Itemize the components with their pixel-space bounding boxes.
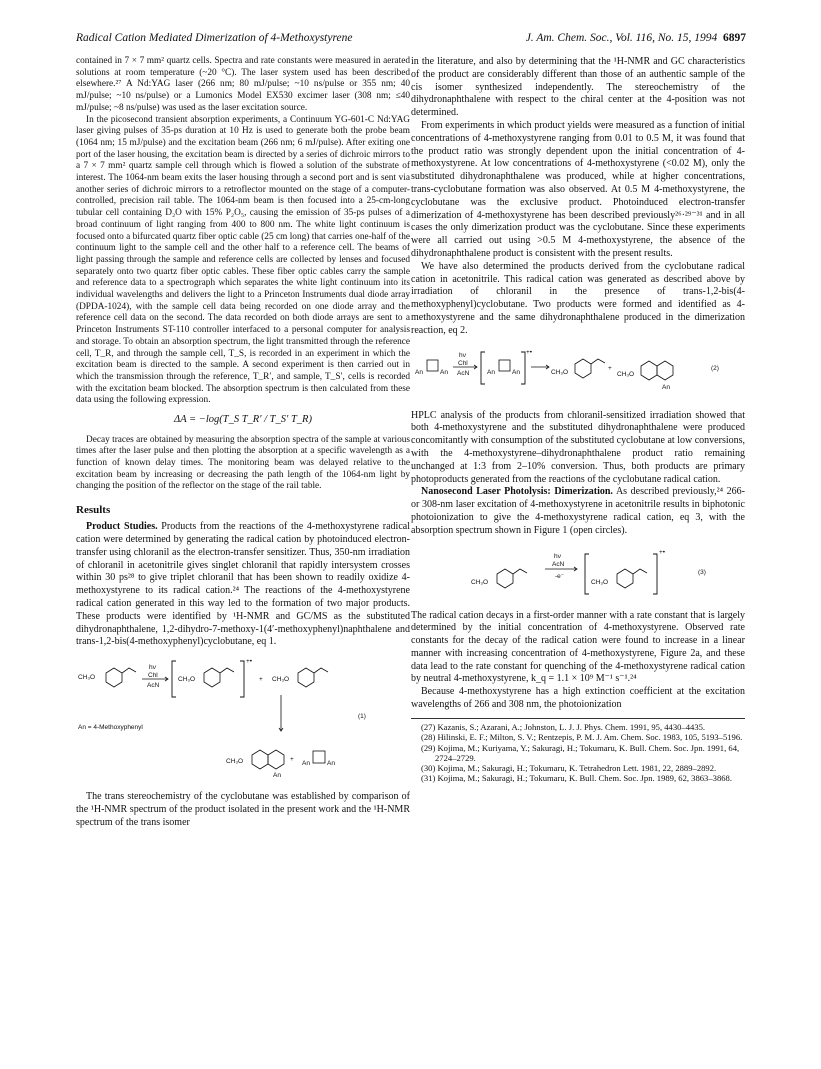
vinyl-bond bbox=[314, 668, 328, 673]
equation-number: (3) bbox=[698, 568, 706, 576]
an-definition: An = 4-Methoxyphenyl bbox=[78, 724, 143, 732]
paragraph bbox=[411, 486, 745, 537]
an-label: An bbox=[662, 383, 670, 391]
scheme-2-drawing bbox=[411, 344, 745, 404]
benzene-ring bbox=[497, 569, 513, 588]
an-label: An bbox=[512, 368, 520, 376]
naphthalene-ring-a bbox=[252, 750, 268, 769]
benzene-ring bbox=[575, 359, 591, 378]
chl-label: Chl bbox=[458, 359, 468, 367]
bracket-right bbox=[653, 554, 657, 594]
benzene-ring bbox=[106, 668, 122, 687]
electron-loss: -e⁻ bbox=[555, 572, 565, 580]
reaction-scheme-2 bbox=[411, 344, 745, 404]
ch3o-label: CH₃O bbox=[78, 674, 96, 682]
bracket-right bbox=[521, 352, 525, 384]
bracket-right bbox=[240, 661, 244, 697]
reference-item: (27) Kazanis, S.; Azarani, A.; Johnston, L. J. J. Phys. Chem. 1991, 95, 4430–4435. bbox=[421, 721, 706, 732]
ch3o-label: CH₃O bbox=[471, 578, 489, 586]
reaction-scheme-3 bbox=[411, 544, 745, 604]
section-heading: Results bbox=[76, 504, 111, 517]
plus-sign: + bbox=[259, 676, 263, 684]
radical-cation-charge: +• bbox=[526, 348, 533, 356]
page-number: 6897 bbox=[723, 32, 746, 44]
equation: ΔA = −log(T_S T_R′ / T_S′ T_R) bbox=[174, 414, 312, 426]
ch3o-label: CH₃O bbox=[226, 758, 244, 766]
acn-label: AcN bbox=[552, 560, 565, 568]
vinyl-bond bbox=[122, 668, 136, 673]
left-column bbox=[76, 56, 410, 829]
naphthalene-ring-a bbox=[641, 361, 657, 380]
naphthalene-ring-b bbox=[268, 750, 284, 769]
journal-volume: Vol. 116, No. 15, 1994 bbox=[615, 32, 718, 44]
acn-label: AcN bbox=[147, 682, 160, 690]
ch3o-label: CH₃O bbox=[178, 676, 196, 684]
chl-label: Chl bbox=[148, 672, 158, 680]
an-label: An bbox=[440, 368, 448, 376]
paragraph-text: Products from the reactions of the 4-methoxystyrene radical cation were determined by generating the radical cation by photoinduced electron-transfer using chloranil as the electron-transfer sensitizer. Thus, 350-nm irradiation of chloranil in acetonitrile gives singlet chloranil that rapidly intersystem crosses within 30 ps²⁸ to give triplet chloranil that has been shown to readily oxidize 4-methoxystyrene to its radical cation.²⁴ The reactions of the 4-methoxystyrene radical cation generated in this way led to the formation of two major products. These products were identified by ¹H-NMR and GC/MS as the substituted dihydronaphthalene, 1,2-dihydro-7-methoxy-1(4′-methoxyphenyl)naphthalene and trans-1,2-bis(4-methoxyphenyl)cyclobutane, eq 1. bbox=[76, 521, 410, 648]
paragraph: In the picosecond transient absorption experiments, a Continuum YG-601-C Nd:YAG laser giving pulses of 35-ps duration at 10 Hz is used to generate both the probe beam (1064 nm; 15 mJ/pulse) and the excitation beam (266 nm; 6 mJ/pulse). After exiting one port of the laser housing, the excitation beam is directed by a series of dichroic mirrors to a 7 × 7 mm² quartz sample cell through which is flowed a solution of the substrate of interest. The 1064-nm beam exits the laser housing through a second port and is sent via another series of dichroic mirrors to a retroflector mounted on the stage of a computer-controlled, precision rail table. The 1064-nm beam is then focused into a 25-cm-long tubular cell containing D₂O with 15% P₂O₅, causing the emission of 35-ps pulses of a broad continuum of light ranging from 400 to 800 nm. The white light continuum is focused onto a bifurcated quartz fiber optic cable (25 cm long) that carries one-half of the continuum light to the sample cell and the other half to a reference cell. The beams of light passing through the sample and reference cells are collected by lenses and focused separately onto two quartz fiber optic cables. These fiber optic cables carry the sample and reference data to a spectrograph which separates the white light continuum into its individual wavelengths and delivers the light to a Princeton Instruments dual diode array (DPDA-1024), with the sample cell data being recorded on one diode array and the reference cell data on the second. The data recorded on both diode arrays are sent to a Princeton Instruments ST-110 controller interfaced to a personal computer for analysis and storage. To obtain an absorption spectrum, the light transmitted through the reference cell, T_R, and through the sample cell, T_S, is recorded in an experiment in which the excitation beam is directed to the sample. A second experiment is then carried out in which the transmission through the reference, T_R′, and sample, T_S′, cells is recorded with the excitation beam blocked. The absorption spectrum is then calculated from these data using the following expression. bbox=[76, 114, 410, 406]
benzene-ring bbox=[298, 668, 314, 687]
paragraph: The trans stereochemistry of the cyclobutane was established by comparison of the ¹H-NMR spectrum of the product isolated in the present work and the ¹H-NMR spectrum of the trans isomer bbox=[76, 791, 410, 828]
radical-cation-charge: +• bbox=[659, 548, 666, 556]
reference-item: (29) Kojima, M.; Kuriyama, Y.; Sakuragi, H.; Tokumaru, K. Bull. Chem. Soc. Jpn. 1991, 64, 2724–2729. bbox=[421, 742, 740, 763]
an-label: An bbox=[273, 772, 281, 780]
reference-item: (31) Kojima, M.; Sakuragi, H.; Tokumaru, K. Bull. Chem. Soc. Jpn. 1989, 62, 3863–3868. bbox=[421, 773, 732, 784]
hv-label: hν bbox=[459, 351, 466, 359]
running-title: Radical Cation Mediated Dimerization of 4-Methoxystyrene bbox=[76, 32, 353, 44]
plus-sign: + bbox=[608, 364, 612, 372]
cyclobutane-ring bbox=[499, 360, 510, 371]
an-label: An bbox=[415, 368, 423, 376]
cyclobutane-ring bbox=[313, 751, 325, 763]
right-column bbox=[411, 56, 745, 784]
scheme-3-drawing bbox=[411, 544, 745, 604]
journal-citation bbox=[526, 32, 746, 44]
vinyl-bond bbox=[220, 668, 234, 673]
an-label: An bbox=[302, 760, 310, 768]
vinyl-bond bbox=[633, 569, 647, 574]
bracket-left bbox=[172, 661, 176, 697]
run-in-heading: Product Studies. bbox=[86, 521, 158, 533]
references bbox=[411, 718, 745, 784]
paragraph: Decay traces are obtained by measuring the absorption spectra of the sample at various times after the laser pulse and then plotting the absorption at a specific wavelength as a function of known delay times. The monitoring beam was delayed relative to the excitation beam by increasing or decreasing the path length of the 1064-nm light by changing the position of the reflector on the stage of the rail table. bbox=[76, 434, 410, 492]
paragraph: in the literature, and also by determining that the ¹H-NMR and GC characteristics of the product are considerably different than those of an authentic sample of the cis isomer synthesized independently. The stereochemistry of the dihydronaphthalene with respect to the chiral center at the 4-position was not determined. bbox=[411, 56, 745, 119]
paragraph: We have also determined the products derived from the cyclobutane radical cation in acetonitrile. This radical cation was generated as described above by irradiation of chloranil in the presence of trans-1,2-bis(4-methoxyphenyl)cyclobutane. Two products were formed and identified as 4-methoxystyrene and the same dihydronaphthalene produced in the dimerization reaction, eq 2. bbox=[411, 260, 745, 336]
ch3o-label: CH₃O bbox=[617, 370, 635, 378]
vinyl-bond bbox=[513, 569, 527, 574]
paragraph-text: As described previously,²⁴ 266- or 308-nm laser excitation of 4-methoxystyrene in acetonitrile results in biphotonic photoionization to give the 4-methoxystyrene radical cation, eq 3, with the absorption spectrum shown in Figure 1 (open circles). bbox=[411, 486, 745, 536]
reference-item: (30) Kojima, M.; Sakuragi, H.; Tokumaru, K. Tetrahedron Lett. 1981, 22, 2889–2892. bbox=[421, 763, 717, 774]
an-label: An bbox=[327, 760, 335, 768]
scheme-1-drawing bbox=[76, 655, 410, 785]
journal-name: J. Am. Chem. Soc., bbox=[525, 32, 613, 44]
ch3o-label: CH₃O bbox=[272, 676, 290, 684]
acn-label: AcN bbox=[457, 369, 470, 377]
vinyl-bond bbox=[591, 359, 605, 364]
benzene-ring bbox=[617, 569, 633, 588]
paragraph: Because 4-methoxystyrene has a high extinction coefficient at the excitation wavelengths of 266 and 308 nm, the photoionization bbox=[411, 686, 745, 711]
hv-label: hν bbox=[149, 664, 156, 672]
plus-sign: + bbox=[290, 756, 294, 764]
equation-number: (2) bbox=[711, 364, 719, 372]
reaction-scheme-1 bbox=[76, 655, 410, 785]
paragraph bbox=[76, 521, 410, 649]
equation-number: (1) bbox=[358, 713, 366, 721]
reference-item: (28) Hilinski, E. F.; Milton, S. V.; Rentzepis, P. M. J. Am. Chem. Soc. 1983, 105, 5193–5196. bbox=[421, 732, 743, 743]
run-in-heading: Nanosecond Laser Photolysis: Dimerization. bbox=[421, 486, 613, 498]
cyclobutane-ring bbox=[427, 360, 438, 371]
paragraph: From experiments in which product yields were measured as a function of initial concentrations of 4-methoxystyrene ranging from 0.01 to 0.5 M, it was found that the product ratio was strongly dependent upon the initial concentration of 4-methoxystyrene. At low concentrations of 4-methoxystyrene (<0.02 M), only the substituted dihydronaphthalene was produced, while at higher concentrations, trans-cyclobutane formation was also observed. At 0.5 M 4-methoxystyrene, the cyclobutane was the exclusive product. Photoinduced electron-transfer dimerization of 4-methoxystyrene has been described previously²⁶·²⁹⁻³¹ and in all cases the only dimerization product was the cyclobutane. Since these experiments were all carried out using >0.5 M 4-methoxystyrene, the absence of the dihydronaphthalene product is consistent with the present results. bbox=[411, 119, 745, 259]
radical-cation-charge: +• bbox=[246, 658, 253, 666]
an-label: An bbox=[487, 368, 495, 376]
ch3o-label: CH₃O bbox=[551, 368, 569, 376]
benzene-ring bbox=[204, 668, 220, 687]
bracket-left bbox=[585, 554, 589, 594]
naphthalene-ring-b bbox=[657, 361, 673, 380]
bracket-left bbox=[481, 352, 485, 384]
paragraph: contained in 7 × 7 mm² quartz cells. Spectra and rate constants were measured in aerated solutions at room temperature (~20 °C). The laser system used has been described elsewhere.²⁷ A Nd:YAG laser (266 nm; 80 mJ/pulse; ~10 ns/pulse or 355 nm; 40 mJ/pulse; ~10 ns/pulse) or a Lumonics Model EX530 excimer laser (308 nm; ≤40 mJ/pulse; ~8 ns/pulse) was used as the laser excitation source. bbox=[76, 56, 410, 113]
paragraph: HPLC analysis of the products from chloranil-sensitized irradiation showed that both 4-methoxystyrene and the substituted dihydronaphthalene were produced concomitantly with consumption of the substituted cyclobutane at low conversions, with the 4-methoxystyrene–dihydronaphthalene product ratio remaining unchanged at 1:3 from 2–10% conversion. Thus, both products are primary photoproducts generated from the reactions of the cyclobutane radical cation. bbox=[411, 409, 745, 485]
paragraph: The radical cation decays in a first-order manner with a rate constant that is largely determined by the initial concentration of 4-methoxystyrene. Observed rate constants for the decay of the radical cation were found to increase in a linear manner with increasing concentration of 4-methoxystyrene, Figure 2a, and these data lead to the rate constant for quenching of the 4-methoxystyrene radical cation by neutral 4-methoxystyrene, k_q = 1.1 × 10⁹ M⁻¹ s⁻¹.²⁴ bbox=[411, 609, 745, 685]
hv-label: hν bbox=[554, 552, 561, 560]
ch3o-label: CH₃O bbox=[591, 578, 609, 586]
